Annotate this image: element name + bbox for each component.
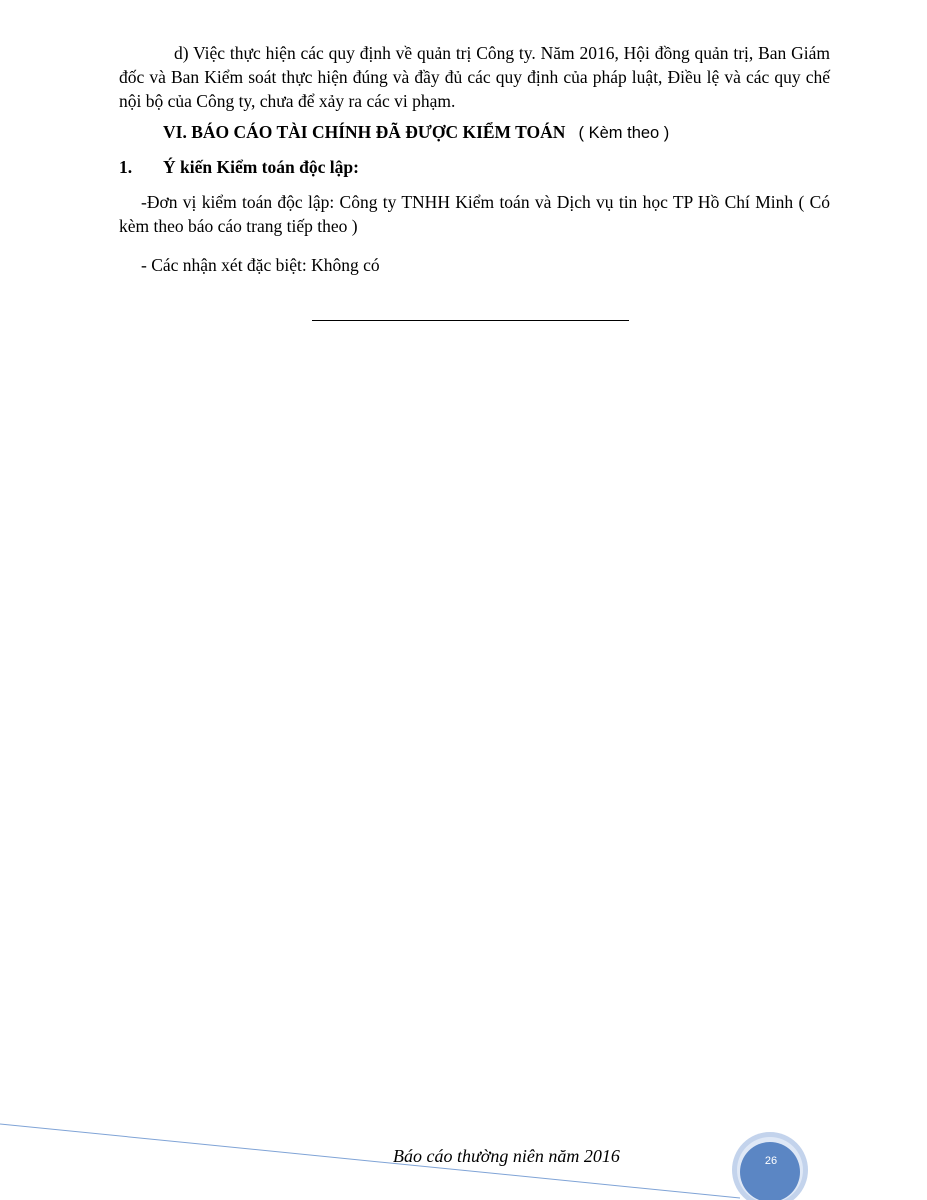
footer-report-title: Báo cáo thường niên năm 2016 <box>393 1146 620 1166</box>
remarks-paragraph: - Các nhận xét đặc biệt: Không có <box>141 255 380 275</box>
subsection-1-heading <box>119 155 359 179</box>
section-separator-line <box>312 320 629 321</box>
page-number: 26 <box>764 1155 778 1167</box>
auditor-paragraph: -Đơn vị kiểm toán độc lập: Công ty TNHH Kiểm toán và Dịch vụ tin học TP Hồ Chí Minh ( Có kèm theo báo cáo trang tiếp theo ) <box>119 192 830 236</box>
footer-diagonal-line <box>0 1124 740 1198</box>
paragraph-governance-compliance: d) Việc thực hiện các quy định về quản trị Công ty. Năm 2016, Hội đồng quản trị, Ban Giám đốc và Ban Kiểm soát thực hiện đúng và đầy đủ các quy định của pháp luật, Điều lệ và các quy chế nội bộ của Công ty, chưa để xảy ra các vi phạm. <box>119 43 830 111</box>
section-vi-note: ( Kèm theo ) <box>578 124 670 142</box>
subsection-number: 1. <box>119 157 133 177</box>
section-vi-title: VI. BÁO CÁO TÀI CHÍNH ĐÃ ĐƯỢC KIỂM TOÁN <box>163 122 566 142</box>
footer-circle-inner <box>740 1142 800 1200</box>
subsection-title: Ý kiến Kiểm toán độc lập: <box>163 157 359 177</box>
section-vi-heading <box>163 120 669 145</box>
